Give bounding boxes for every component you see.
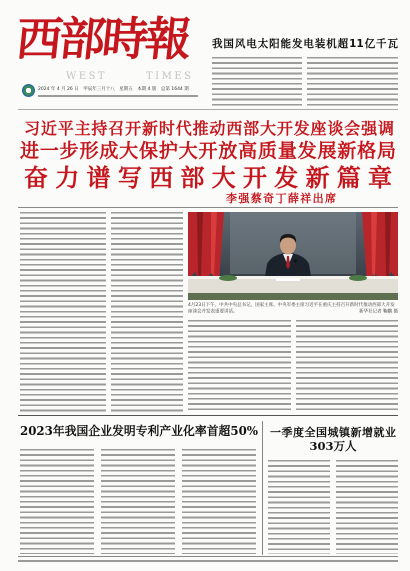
lead-story-body-column-3	[188, 320, 291, 412]
photo-caption-text: 4月23日下午，中共中央总书记、国家主席、中央军委主席习近平在重庆主持召开新时代推动西部大开发座谈会并发表重要讲话。	[188, 302, 395, 314]
top-story-headline: 我国风电太阳能发电装机超11亿千瓦	[212, 38, 398, 50]
bottom-right-story-headline-line-2: 303万人	[309, 439, 357, 453]
lead-story-kicker: 习近平主持召开新时代推动西部大开发座谈会强调	[24, 119, 394, 138]
masthead-title: 西部時報	[13, 12, 192, 66]
footer-info-line	[18, 560, 398, 562]
bottom-right-story-headline-line-1: 一季度全国城镇新增就业	[270, 426, 396, 439]
bottom-column-divider	[262, 421, 263, 555]
photo-caption	[188, 302, 398, 316]
publisher-info-line	[38, 95, 198, 97]
masthead-english-times: TIMES	[146, 71, 194, 82]
lead-story-body-column-4	[296, 320, 398, 412]
bottom-left-story-headline: 2023年我国企业发明专利产业化率首超50%	[20, 424, 258, 438]
lead-story-body-column-1	[20, 212, 106, 412]
meeting-photo	[188, 212, 398, 300]
bottom-left-story-body-column-1	[20, 449, 94, 554]
bottom-right-story-body-column-1	[268, 460, 330, 554]
bottom-section-divider	[18, 415, 398, 416]
logo-emblem-icon	[22, 84, 35, 97]
photo-credit: 新华社记者 鞠鹏 摄	[359, 309, 398, 314]
issue-dateline	[38, 86, 203, 92]
bottom-left-story-body-column-3	[182, 449, 256, 554]
lead-story-headline-line-2: 奋力谱写西部大开发新篇章	[24, 164, 392, 192]
footer-divider	[18, 556, 398, 557]
header-divider	[18, 109, 398, 110]
lead-story-headline-line-1: 进一步形成大保护大开放高质量发展新格局	[20, 140, 396, 162]
top-story-body-column-2	[307, 57, 398, 106]
bottom-right-story-body-column-2	[336, 460, 398, 554]
issue-dateline-text: 2024 年 4 月 26 日 甲辰年三月十八 星期五 本期 4 版 总第 1644 期	[38, 86, 189, 92]
lead-story-body-column-2	[111, 212, 183, 412]
bottom-left-story-body-column-2	[101, 449, 175, 554]
masthead-english-west: WEST	[66, 71, 108, 82]
top-story-body-column-1	[212, 57, 302, 106]
lead-story-subhead: 李强蔡奇丁薛祥出席	[226, 192, 336, 205]
lead-story-divider	[18, 207, 398, 208]
